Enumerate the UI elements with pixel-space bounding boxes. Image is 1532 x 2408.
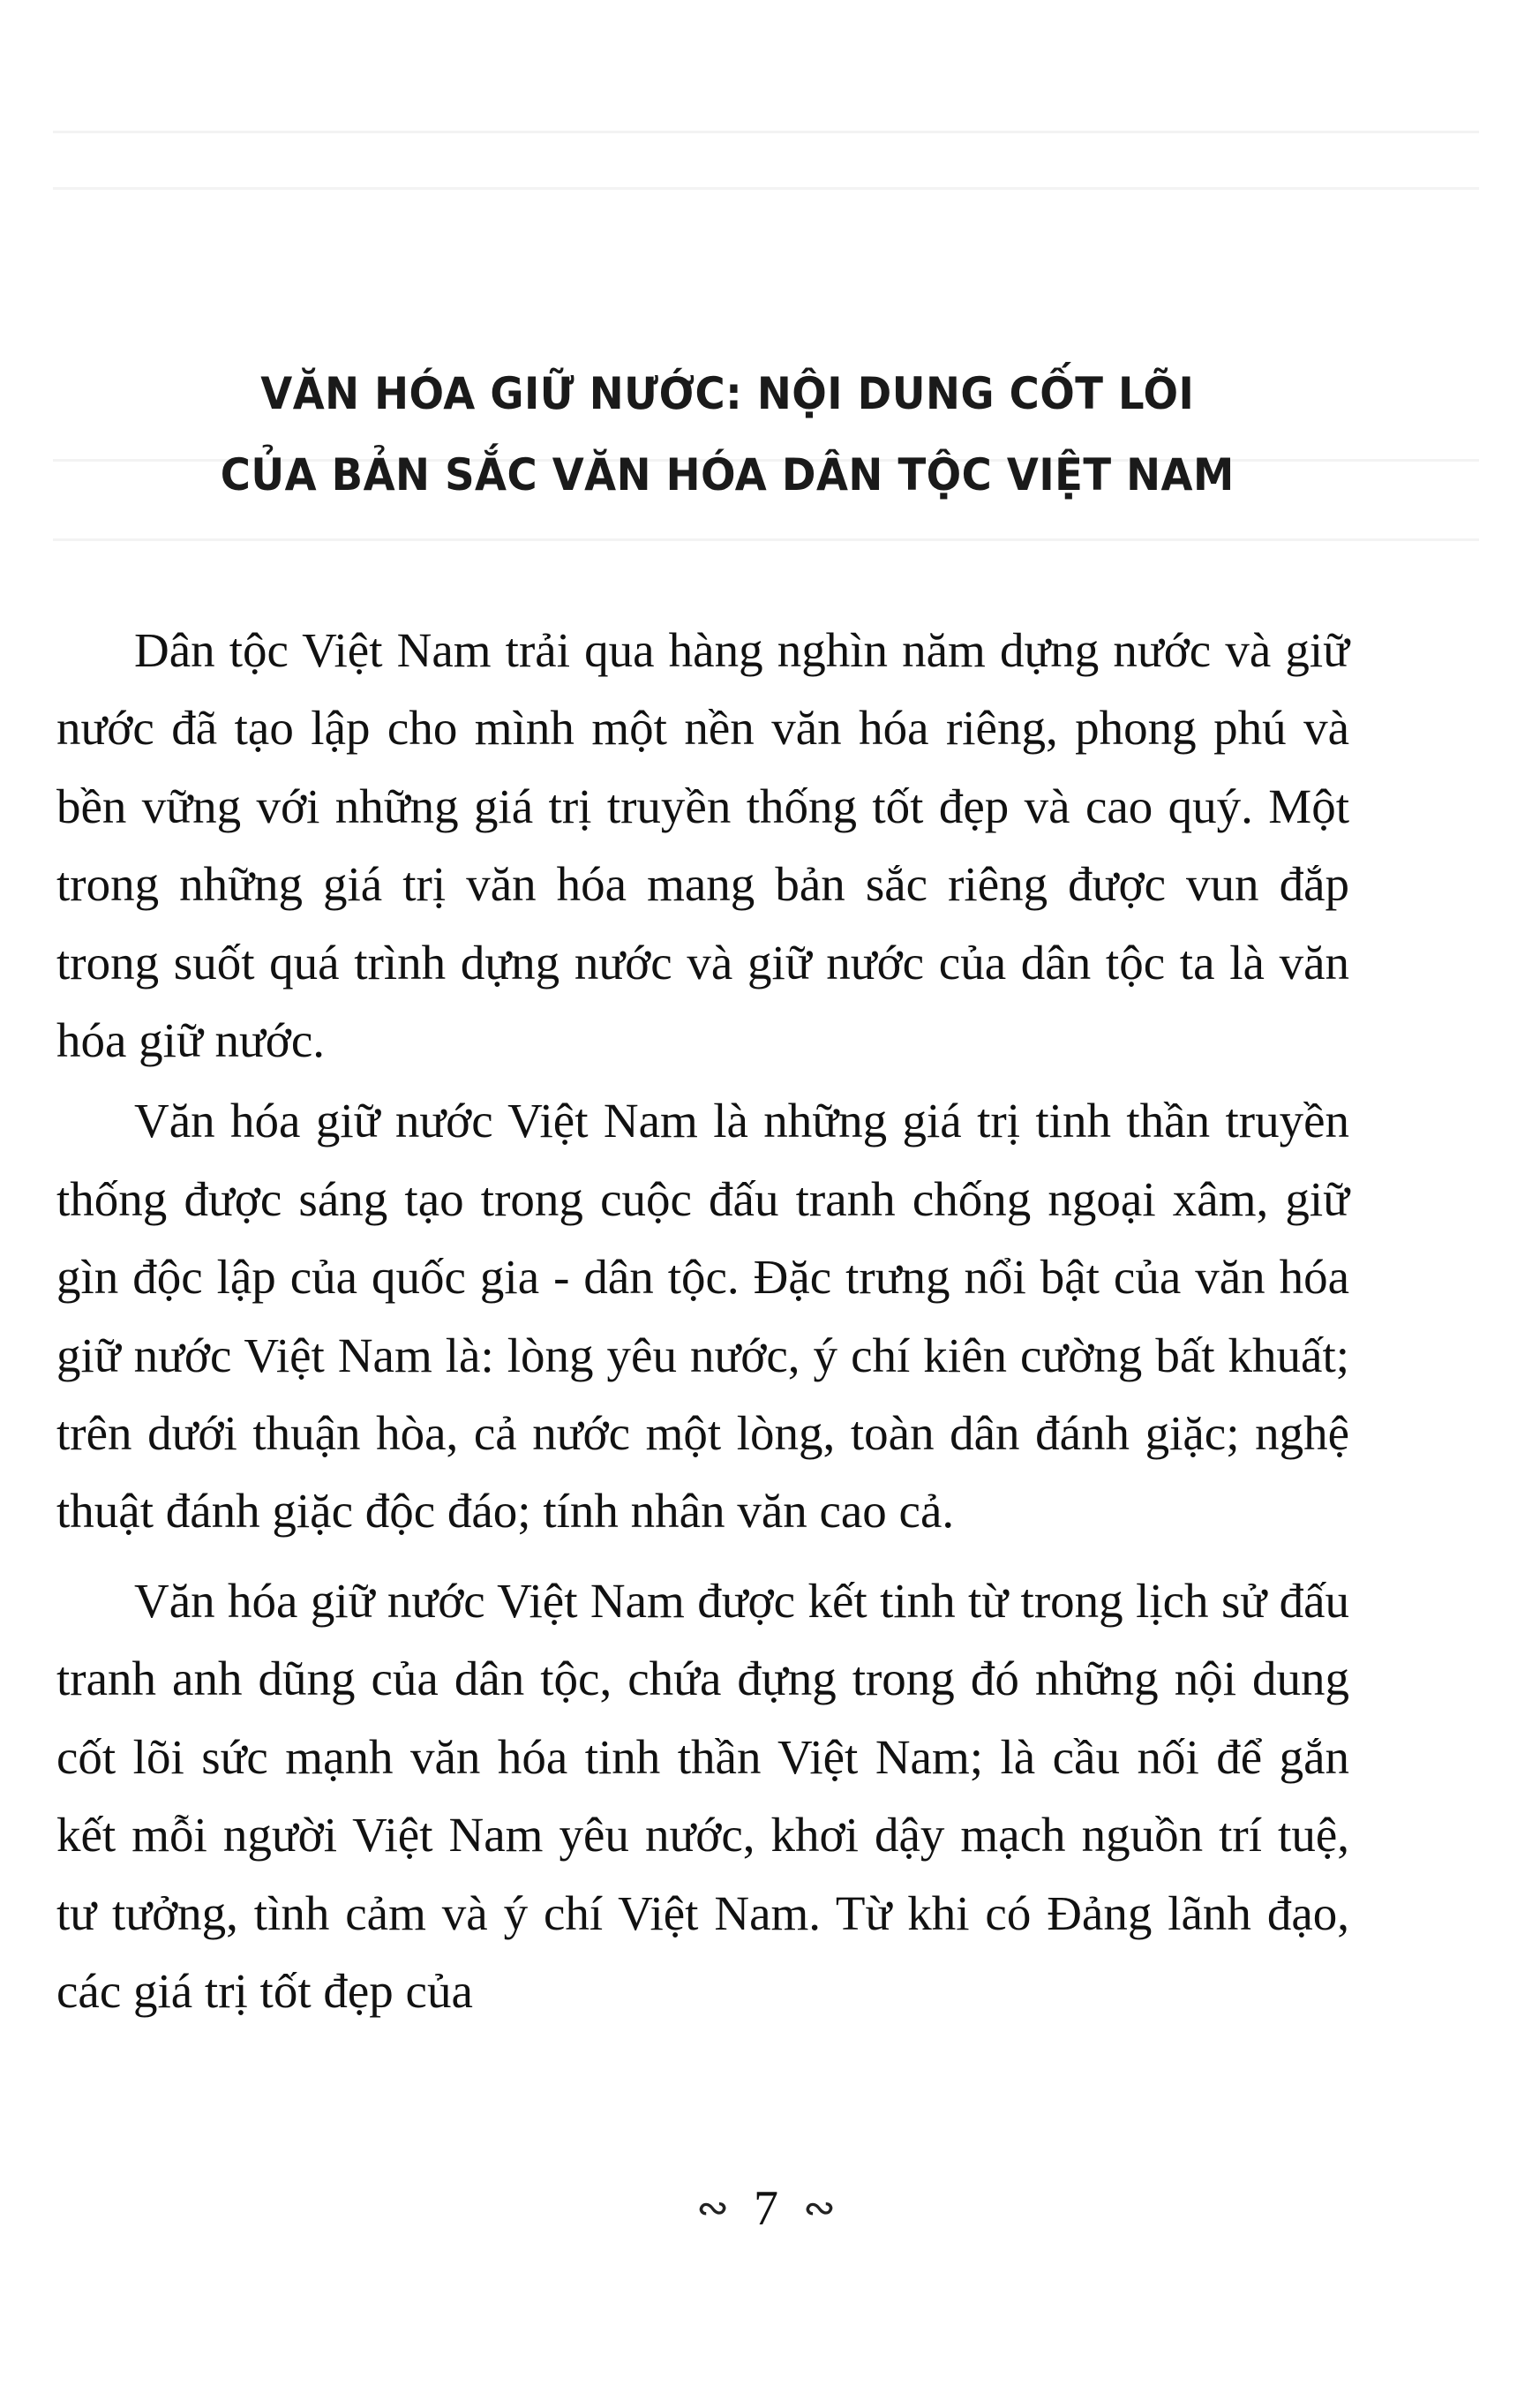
paragraph-1: Dân tộc Việt Nam trải qua hàng nghìn năm dựng nước và giữ nước đã tạo lập cho mình một nền văn hóa riêng, phong phú và bền vững với những giá trị truyền thống tốt đẹp và cao quý. Một trong những giá trị văn hóa mang bản sắc riêng được vun đắp trong suốt quá trình dựng nước và giữ nước của dân tộc ta là văn hóa giữ nước. [56, 623, 1349, 1068]
bleed-through-line [53, 538, 1479, 541]
chapter-heading [132, 353, 1323, 515]
paragraph-3: Văn hóa giữ nước Việt Nam được kết tinh từ trong lịch sử đấu tranh anh dũng của dân tộc, chứa đựng trong đó những nội dung cốt lõi sức mạnh văn hóa tinh thần Việt Nam; là cầu nối để gắn kết mỗi người Việt Nam yêu nước, khơi dậy mạch nguồn trí tuệ, tư tưởng, tình cảm và ý chí Việt Nam. Từ khi có Đảng lãnh đạo, các giá trị tốt đẹp của [56, 1573, 1349, 2018]
page-footer [0, 2180, 1532, 2237]
body-text [56, 612, 1349, 2030]
left-ornament-icon: ∾ [696, 2186, 729, 2230]
right-ornament-icon: ∾ [803, 2186, 836, 2230]
paragraph-2: Văn hóa giữ nước Việt Nam là những giá trị tinh thần truyền thống được sáng tạo trong cuộc đấu tranh chống ngoại xâm, giữ gìn độc lập của quốc gia - dân tộc. Đặc trưng nổi bật của văn hóa giữ nước Việt Nam là: lòng yêu nước, ý chí kiên cường bất khuất; trên dưới thuận hòa, cả nước một lòng, toàn dân đánh giặc; nghệ thuật đánh giặc độc đáo; tính nhân văn cao cả. [56, 1094, 1349, 1539]
heading-line-2: CỦA BẢN SẮC VĂN HÓA DÂN TỘC VIỆT NAM [220, 449, 1235, 500]
bleed-through-line [53, 131, 1479, 133]
page-number: 7 [754, 2181, 778, 2236]
heading-line-1: VĂN HÓA GIỮ NƯỚC: NỘI DUNG CỐT LÕI [260, 368, 1195, 419]
bleed-through-line [53, 187, 1479, 190]
